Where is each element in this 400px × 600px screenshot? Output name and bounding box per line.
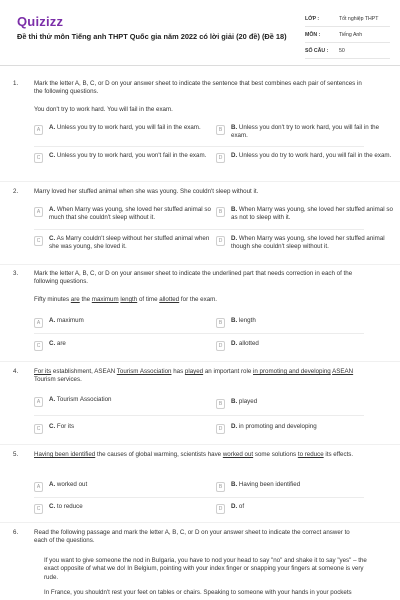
option-key: A. <box>49 396 56 403</box>
option-letter-box: B <box>216 482 225 492</box>
option-letter-box: C <box>34 504 43 514</box>
option-letter-box: B <box>216 399 225 409</box>
option-key: D. <box>231 503 238 510</box>
option-text: allotted <box>238 340 259 347</box>
option-key: A. <box>49 481 56 488</box>
question-divider <box>0 444 400 445</box>
option-d[interactable] <box>216 423 394 434</box>
meta-row-count <box>305 46 390 59</box>
option-divider <box>34 497 364 498</box>
question-prompt: For its establishment, ASEAN Tourism Association has played an important role in promoting and developing ASEAN Tourism services. <box>34 368 354 384</box>
question-divider <box>0 361 400 362</box>
option-b[interactable] <box>216 317 394 328</box>
option-letter-box: D <box>216 153 225 163</box>
underlined-part: Having been identified <box>34 451 96 458</box>
option-letter-box: A <box>34 397 43 407</box>
option-text: are <box>56 340 66 347</box>
underlined-part: in promoting and developing <box>253 368 331 375</box>
option-text: to reduce <box>56 503 83 510</box>
option-b[interactable] <box>216 481 394 492</box>
meta-label: MÔN : <box>305 32 321 39</box>
reading-passage-paragraph: If you want to give someone the nod in Bulgaria, you have to nod your head to say "no" and shake it to say "yes" – the exact opposite of what we do! In Belgium, pointing with your index finger or snapping your fingers at someone is very rude. <box>44 557 367 581</box>
option-text: As Marry couldn't sleep without her stuffed animal when she was young, she loved it. <box>49 235 210 251</box>
question-number: 3. <box>13 270 19 277</box>
question-5 <box>0 451 400 526</box>
meta-label: LỚP : <box>305 16 320 23</box>
option-text: Unless you try to work hard, you won't fail in the exam. <box>56 152 207 159</box>
question-prompt: Mark the letter A, B, C, or D on your answer sheet to indicate the sentence that best combines each pair of sentences in the following questions. <box>34 80 362 96</box>
meta-value: Tốt nghiệp THPT <box>339 16 379 23</box>
option-key: B. <box>231 317 238 324</box>
option-divider <box>34 229 364 230</box>
option-key: D. <box>231 235 238 242</box>
question-divider <box>0 522 400 523</box>
question-divider <box>0 181 400 182</box>
option-key: C. <box>49 340 56 347</box>
option-key: A. <box>49 317 56 324</box>
question-number: 2. <box>13 188 19 195</box>
option-c[interactable] <box>34 423 212 434</box>
option-letter-box: D <box>216 424 225 434</box>
question-1 <box>0 80 400 180</box>
worksheet-header <box>0 0 400 66</box>
option-text: Having been identified <box>238 481 301 488</box>
question-prompt: Read the following passage and mark the letter A, B, C, or D on your answer sheet to indicate the correct answer to each of the questions. <box>34 529 350 545</box>
option-divider <box>34 333 364 334</box>
option-key: B. <box>231 124 238 131</box>
option-a[interactable] <box>34 481 212 492</box>
question-number: 5. <box>13 451 19 458</box>
option-letter-box: C <box>34 424 43 434</box>
underlined-part: are <box>70 296 80 303</box>
worksheet-title: Đề thi thử môn Tiếng anh THPT Quốc gia năm 2022 có lời giải (20 đề) (Đề 18) <box>17 32 287 41</box>
meta-row-class <box>305 14 390 27</box>
option-c[interactable] <box>34 340 212 351</box>
option-d[interactable] <box>216 235 394 252</box>
underlined-part: Tourism Association <box>116 368 172 375</box>
option-letter-box: A <box>34 125 43 135</box>
option-divider <box>34 146 364 147</box>
meta-value: Tiếng Anh <box>339 32 363 39</box>
option-text: Unless you don't try to work hard, you will fail in the exam. <box>231 124 380 140</box>
option-key: A. <box>49 206 56 213</box>
meta-label: SỐ CÂU : <box>305 48 329 55</box>
underlined-part: played <box>184 368 204 375</box>
question-6 <box>0 529 400 600</box>
meta-row-subject <box>305 30 390 43</box>
question-prompt: Mark the letter A, B, C, or D on your answer sheet to indicate the underlined part that needs correction in each of the following questions. <box>34 270 353 286</box>
option-b[interactable] <box>216 206 394 223</box>
option-key: D. <box>231 340 238 347</box>
option-d[interactable] <box>216 503 394 514</box>
meta-value: 50 <box>339 48 345 55</box>
question-sentence: Fifty minutes are the maximum length of time allotted for the exam. <box>34 296 218 303</box>
question-2 <box>0 188 400 268</box>
option-a[interactable] <box>34 317 212 328</box>
option-text: worked out <box>56 481 88 488</box>
question-number: 6. <box>13 529 19 536</box>
underlined-part: to reduce <box>297 451 324 458</box>
option-letter-box: B <box>216 125 225 135</box>
quizizz-logo: Quizizz <box>17 14 64 29</box>
option-d[interactable] <box>216 152 394 163</box>
option-letter-box: B <box>216 207 225 217</box>
option-key: C. <box>49 503 56 510</box>
question-sentence: You don't try to work hard. You will fail in the exam. <box>34 106 173 113</box>
reading-passage-paragraph: In France, you shouldn't rest your feet on tables or chairs. Speaking to someone with your hands in your pockets <box>44 589 352 596</box>
option-key: C. <box>49 235 56 242</box>
option-d[interactable] <box>216 340 394 351</box>
option-c[interactable] <box>34 503 212 514</box>
option-letter-box: C <box>34 341 43 351</box>
option-text: maximum <box>56 317 84 324</box>
option-c[interactable] <box>34 152 212 163</box>
underlined-part: ASEAN <box>332 368 354 375</box>
option-letter-box: A <box>34 318 43 328</box>
option-letter-box: C <box>34 153 43 163</box>
question-number: 4. <box>13 368 19 375</box>
question-divider <box>0 264 400 265</box>
option-key: D. <box>231 423 238 430</box>
option-letter-box: D <box>216 341 225 351</box>
option-letter-box: D <box>216 504 225 514</box>
option-c[interactable] <box>34 235 212 252</box>
option-letter-box: B <box>216 318 225 328</box>
option-letter-box: D <box>216 236 225 246</box>
option-text: played <box>238 398 258 405</box>
option-letter-box: A <box>34 482 43 492</box>
option-b[interactable] <box>216 398 394 409</box>
option-a[interactable] <box>34 396 212 407</box>
option-key: A. <box>49 124 56 131</box>
option-letter-box: A <box>34 207 43 217</box>
underlined-part: length <box>120 296 138 303</box>
option-text: of <box>238 503 245 510</box>
question-3 <box>0 270 400 360</box>
option-text: When Marry was young, she loved her stuffed animal so as not to sleep with it. <box>231 206 393 222</box>
question-prompt: Marry loved her stuffed animal when she was young. She couldn't sleep without it. <box>34 188 259 195</box>
question-prompt: Having been identified the causes of global warming, scientists have worked out some solutions to reduce its effects. <box>34 451 354 458</box>
worksheet-meta <box>305 14 390 62</box>
underlined-part: For its <box>34 368 52 375</box>
underlined-part: allotted <box>159 296 180 303</box>
question-number: 1. <box>13 80 19 87</box>
underlined-part: worked out <box>222 451 254 458</box>
option-text: in promoting and developing <box>238 423 317 430</box>
option-b[interactable] <box>216 124 394 141</box>
option-a[interactable] <box>34 124 212 135</box>
option-key: D. <box>231 152 238 159</box>
option-divider <box>34 415 364 416</box>
option-key: B. <box>231 206 238 213</box>
option-text: When Marry was young, she loved her stuffed animal though she couldn't sleep without it. <box>231 235 385 251</box>
option-text: Unless you try to work hard, you will fail in the exam. <box>56 124 201 131</box>
option-text: Tourism Association <box>56 396 112 403</box>
option-a[interactable] <box>34 206 212 223</box>
option-key: C. <box>49 423 56 430</box>
option-text: When Marry was young, she loved her stuffed animal so much that she couldn't sleep without it. <box>49 206 211 222</box>
option-letter-box: C <box>34 236 43 246</box>
underlined-part: maximum <box>91 296 119 303</box>
option-text: Unless you do try to work hard, you will fail in the exam. <box>238 152 392 159</box>
question-4 <box>0 368 400 448</box>
option-key: B. <box>231 398 238 405</box>
option-key: C. <box>49 152 56 159</box>
option-text: length <box>238 317 256 324</box>
option-key: B. <box>231 481 238 488</box>
option-text: For its <box>56 423 75 430</box>
